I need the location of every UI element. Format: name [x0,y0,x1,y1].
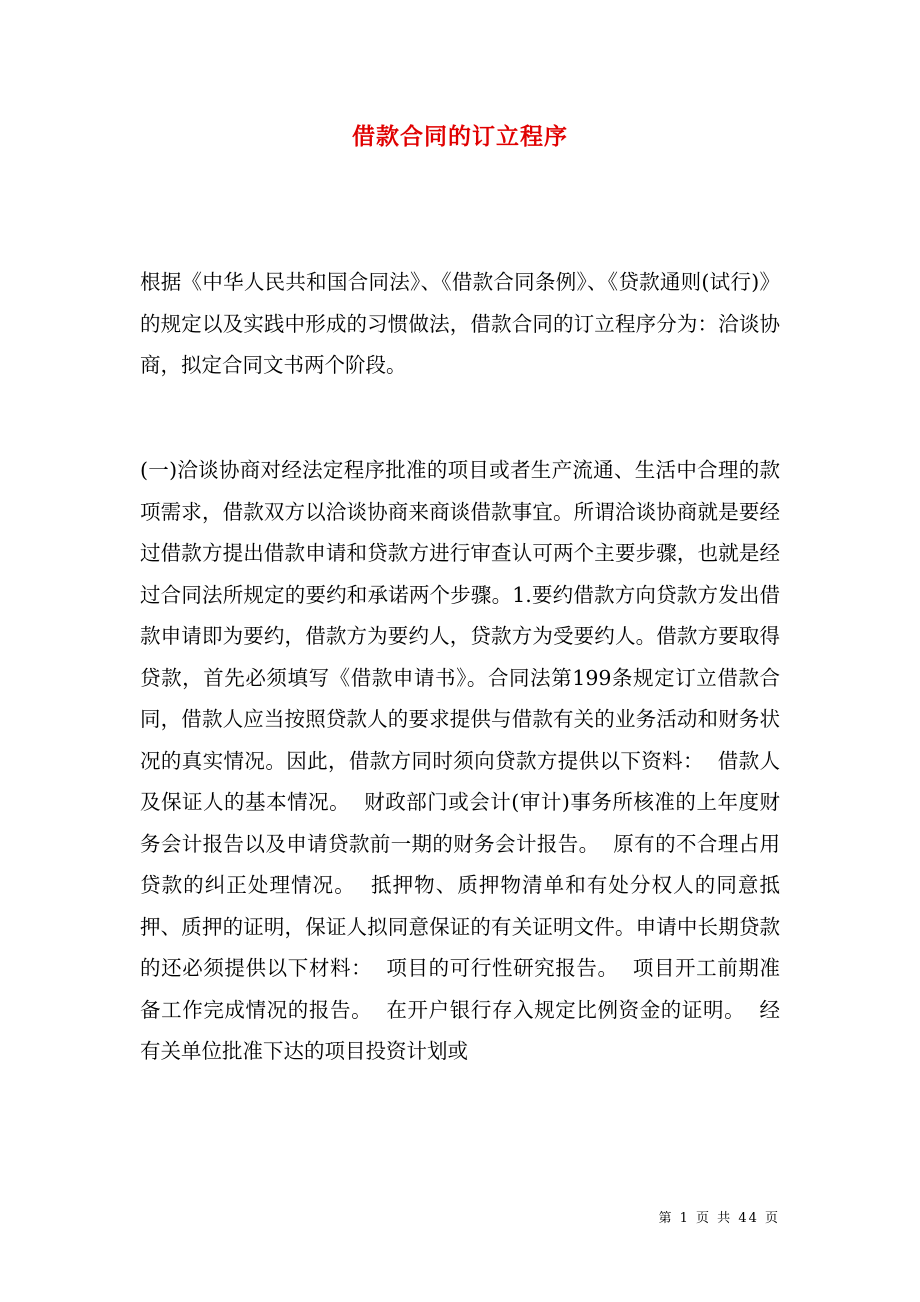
body-paragraph: 根据《中华人民共和国合同法》、《借款合同条例》、《贷款通则(试行)》的规定以及实践中形成的习惯做法，借款合同的订立程序分为：洽谈协商，拟定合同文书两个阶段。 [140,270,780,377]
page-number: 第 1 页 共 44 页 [658,1211,780,1226]
document-title: 借款合同的订立程序 [352,124,568,150]
body-paragraph: (一)洽谈协商对经法定程序批准的项目或者生产流通、生活中合理的款项需求，借款双方以洽谈协商来商谈借款事宜。所谓洽谈协商就是要经过借款方提出借款申请和贷款方进行审查认可两个主要步骤，也就是经过合同法所规定的要约和承诺两个步骤。1.要约借款方向贷款方发出借款申请即为要约，借款方为要约人，贷款方为受要约人。借款方要取得贷款，首先必须填写《借款申请书》。合同法第199条规定订立借款合同，借款人应当按照贷款人的要求提供与借款有关的业务活动和财务状况的真实情况。因此，借款方同时须向贷款方提供以下资料： 借款人及保证人的基本情况。 财政部门或会计(审计)事务所核准的上年度财务会计报告以及申请贷款前一期的财务会计报告。 原有的不合理占用贷款的纠正处理情况。 抵押物、质押物清单和有处分权人的同意抵押、质押的证明，保证人拟同意保证的有关证明文件。申请中长期贷款的还必须提供以下材料： 项目的可行性研究报告。 项目开工前期准备工作完成情况的报告。 在开户银行存入规定比例资金的证明。 经有关单位批准下达的项目投资计划或 [140,458,780,1063]
